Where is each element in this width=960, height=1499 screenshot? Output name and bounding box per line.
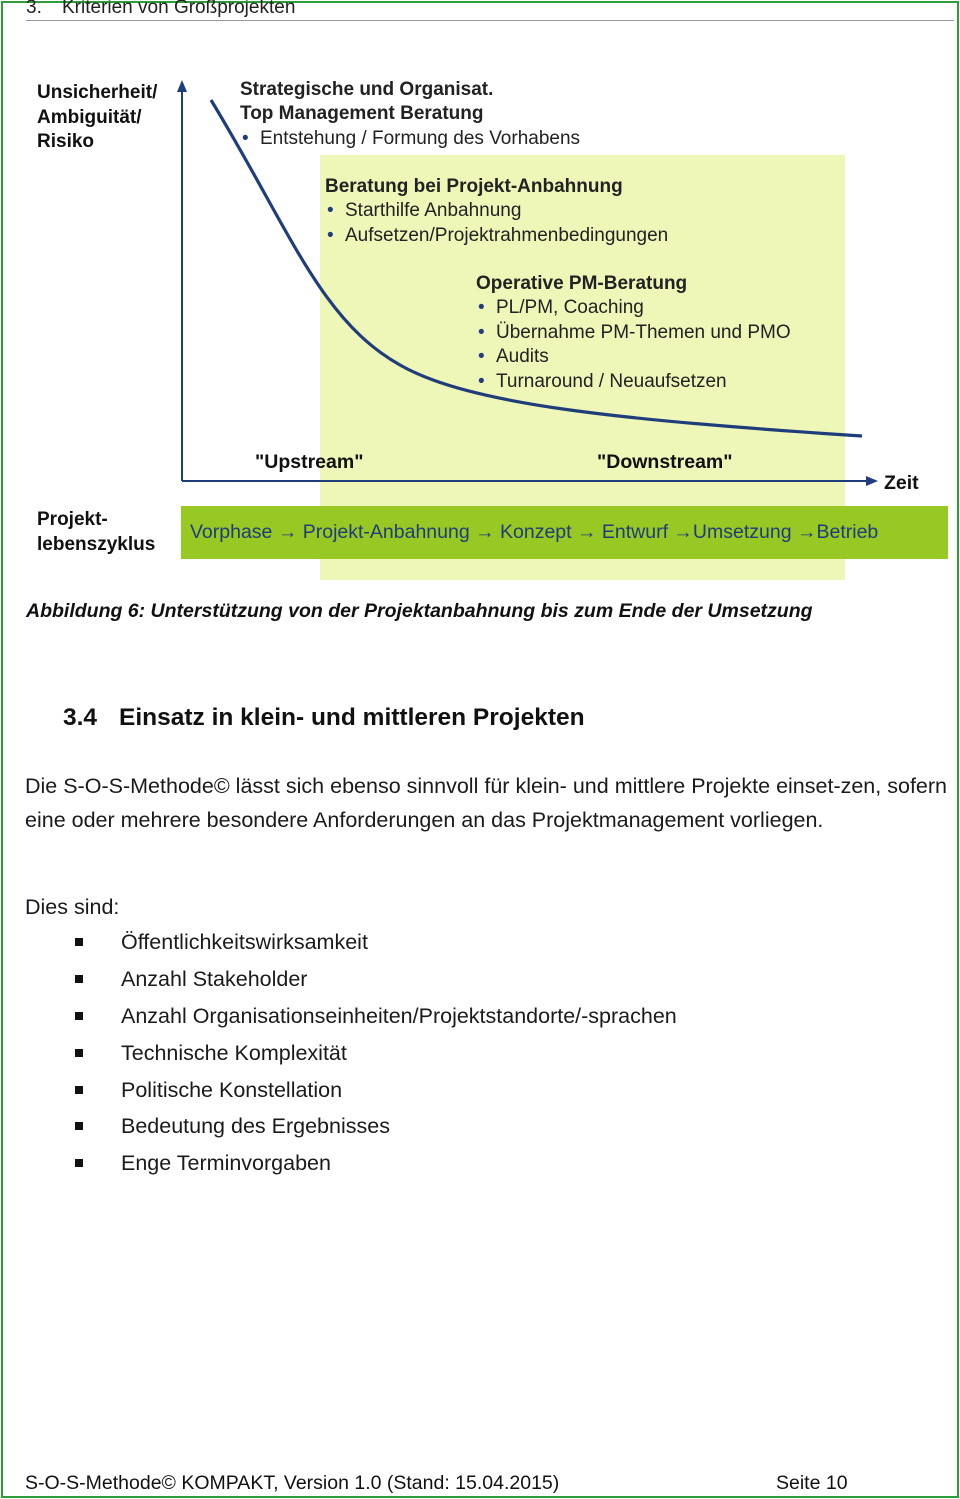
bullet-square-icon [75, 1086, 83, 1094]
bullet-square-icon [75, 1122, 83, 1130]
x-axis-arrow-icon [866, 476, 878, 486]
block-operative-pm [476, 272, 791, 394]
bullet-square-icon [75, 938, 83, 946]
lifecycle-label: Projekt- lebenszyklus [37, 509, 156, 555]
upstream-label: "Upstream" [255, 451, 364, 473]
block3-item: • Übernahme PM-Themen und PMO [476, 321, 791, 345]
y-axis-label: Unsicherheit/ Ambiguität/ Risiko [37, 82, 158, 152]
figure-caption: Abbildung 6: Unterstützung von der Projektanbahnung bis zum Ende der Umsetzung [26, 600, 813, 622]
block2-item: • Starthilfe Anbahnung [325, 199, 668, 223]
footer-document-info: S-O-S-Methode© KOMPAKT, Version 1.0 (Stand: 15.04.2015) [25, 1472, 560, 1494]
block3-title: Operative PM-Beratung [476, 273, 688, 294]
section-title: Einsatz in klein- und mittleren Projekten [119, 704, 585, 731]
bullet-square-icon [75, 1159, 83, 1167]
downstream-label: "Downstream" [597, 451, 733, 473]
body-paragraph: Die S-O-S-Methode© lässt sich ebenso sinnvoll für klein- und mittlere Projekte einset-zen, sofern eine oder mehrere besondere Anforderungen an das Projektmanagement vorliegen. [25, 774, 947, 832]
x-axis-label: Zeit [884, 472, 919, 494]
block3-item: • Turnaround / Neuaufsetzen [476, 370, 791, 394]
block2-title: Beratung bei Projekt-Anbahnung [325, 176, 623, 197]
block3-item: • Audits [476, 345, 791, 369]
footer-page-number: Seite 10 [776, 1472, 848, 1494]
bullet-square-icon [75, 975, 83, 983]
block1-title-line2: Top Management Beratung [240, 103, 484, 125]
chapter-title: Kriterien von Großprojekten [62, 0, 296, 18]
chapter-number: 3. [26, 0, 42, 18]
lifecycle-phases: Vorphase → Projekt-Anbahnung → Konzept → Entwurf →Umsetzung →Betrieb [190, 521, 879, 543]
list-intro: Dies sind: [25, 895, 120, 919]
figure-diagram [0, 0, 960, 600]
block-project-initiation [325, 175, 668, 248]
block1-title-line1: Strategische und Organisat. [240, 79, 494, 100]
bullet-square-icon [75, 1012, 83, 1020]
block-strategic-consulting [240, 78, 580, 151]
section-number: 3.4 [63, 704, 98, 731]
block3-item: • PL/PM, Coaching [476, 296, 791, 320]
block2-item: • Aufsetzen/Projektrahmenbedingungen [325, 224, 668, 248]
y-axis-arrow-icon [177, 80, 187, 92]
bullet-square-icon [75, 1049, 83, 1057]
block1-item: • Entstehung / Formung des Vorhabens [240, 127, 580, 151]
section-heading [63, 704, 585, 732]
